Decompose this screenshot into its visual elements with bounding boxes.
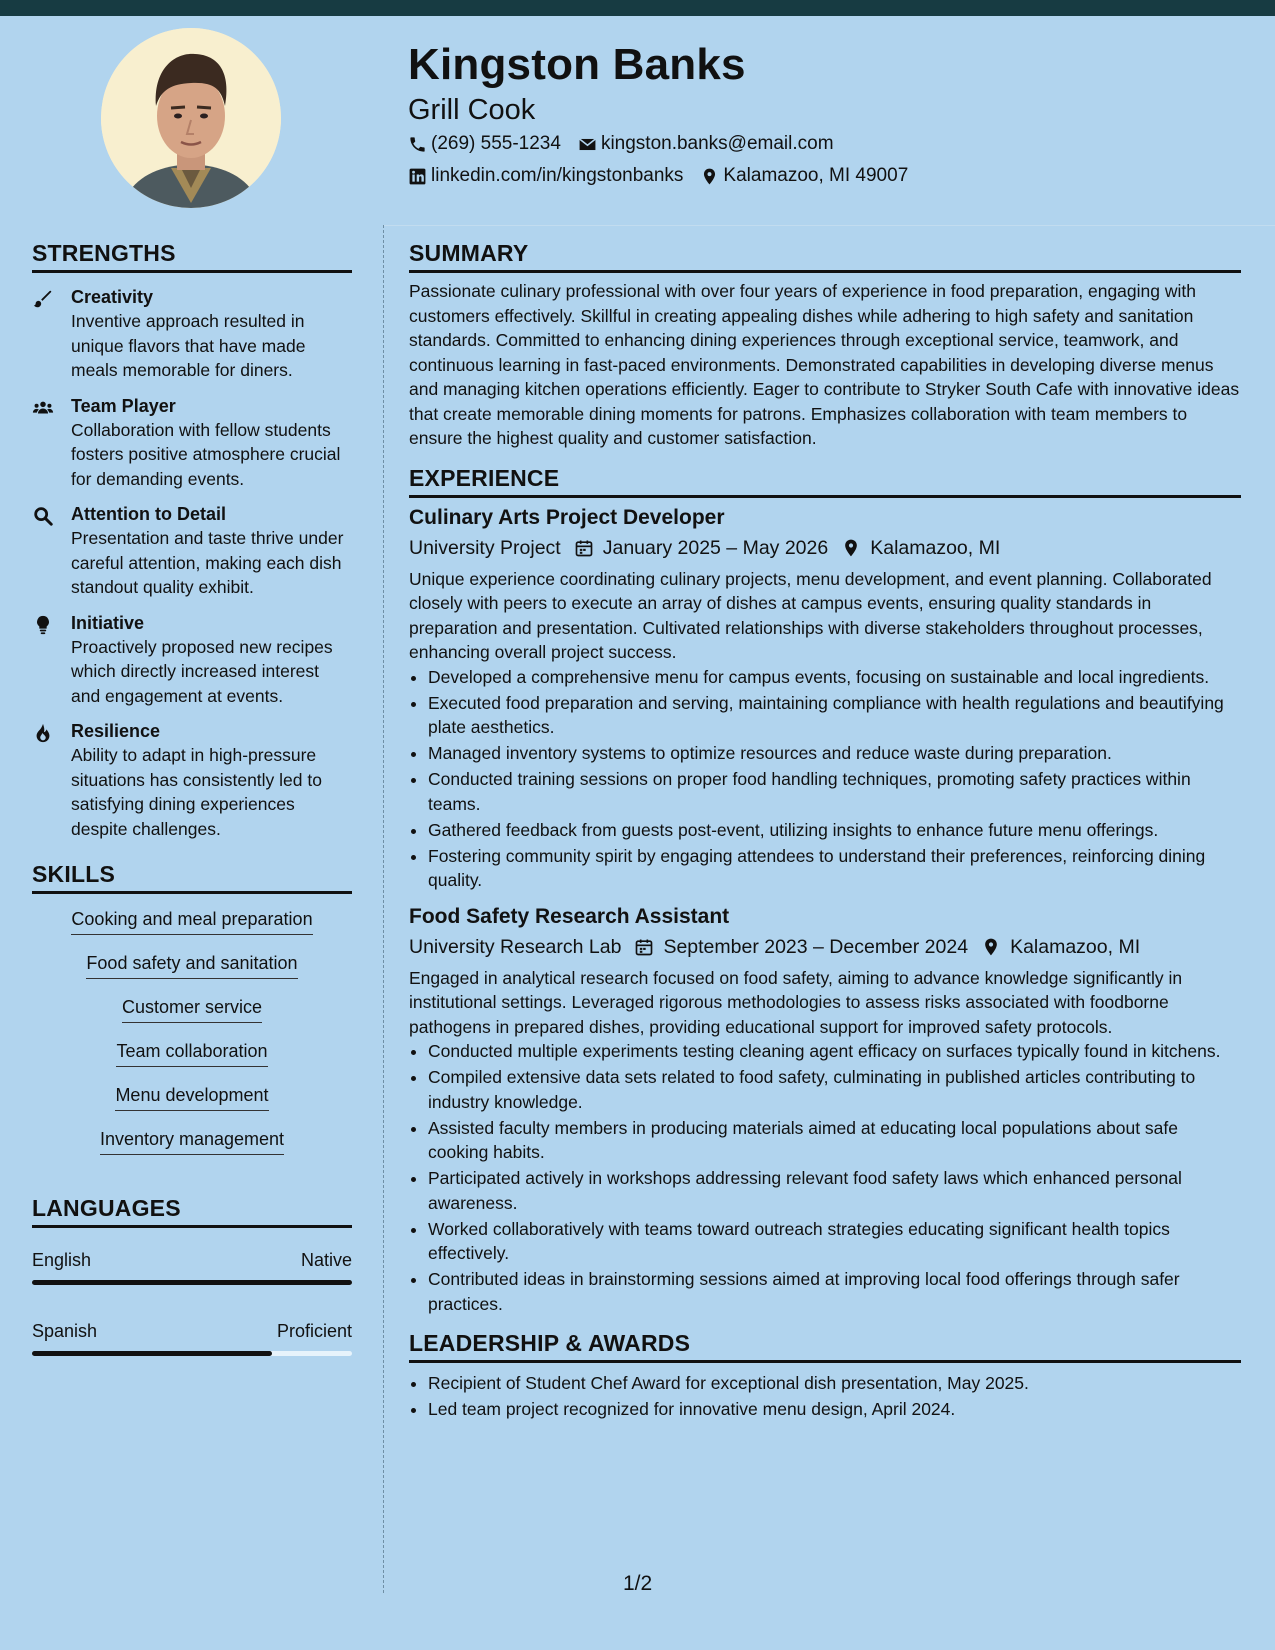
- strength-desc: Proactively proposed new recipes which directly increased interest and engagement at events.: [71, 636, 333, 706]
- search-icon: [32, 505, 54, 527]
- left-column: [32, 240, 352, 1356]
- strength-item: [32, 611, 352, 709]
- page-number: 1/2: [623, 1572, 653, 1595]
- job-org: University Project: [409, 536, 561, 559]
- strength-item: [32, 285, 352, 383]
- job-bullet: • Worked collaboratively with teams toward outreach strategies educating significant health topics effectively.: [428, 1217, 1241, 1266]
- contact-row-1: [408, 133, 851, 155]
- job-dates: January 2025 – May 2026: [602, 536, 829, 559]
- top-bar: [0, 0, 1275, 16]
- awards-list: [409, 1371, 1241, 1422]
- language-level: Native: [300, 1250, 352, 1270]
- skills-heading: SKILLS: [32, 861, 352, 894]
- skill-row: [32, 1041, 352, 1067]
- skill-tag: Menu development: [115, 1085, 268, 1111]
- job-org: University Research Lab: [409, 935, 622, 958]
- language-bar-fill: [32, 1351, 272, 1356]
- calendar-icon: [634, 937, 654, 957]
- strength-title: Initiative: [71, 612, 145, 633]
- language-name: English: [32, 1250, 92, 1270]
- strength-desc: Collaboration with fellow students fosters positive atmosphere crucial for demanding events.: [71, 419, 341, 489]
- map-pin-icon: [700, 167, 719, 186]
- job-meta: [409, 933, 1241, 961]
- job-bullets: [409, 665, 1241, 893]
- strength-title: Team Player: [71, 395, 176, 416]
- summary-heading: SUMMARY: [409, 240, 1241, 273]
- job-location: Kalamazoo, MI: [1010, 935, 1141, 958]
- job-description: Unique experience coordinating culinary projects, menu development, and event planning. Collaborated closely with peers to execute an array of dishes at campus events, ensuring quality standards in preparation and presentation. Cultivated relationships with diverse stakeholders throughout processes, enhancing overall project success.: [409, 568, 1212, 662]
- phone-icon: [408, 135, 427, 154]
- skill-row: [32, 1085, 352, 1111]
- job-bullet: • Gathered feedback from guests post-event, utilizing insights to enhance future menu offerings.: [428, 818, 1241, 843]
- strength-title: Attention to Detail: [71, 504, 226, 524]
- job-meta: [409, 534, 1241, 562]
- job-bullet: • Assisted faculty members in producing materials aimed at educating local populations about safe cooking habits.: [428, 1116, 1241, 1165]
- linkedin-icon: [408, 167, 427, 186]
- language-name: Spanish: [32, 1321, 98, 1341]
- strengths-heading: STRENGTHS: [32, 240, 352, 273]
- language-level: Proficient: [276, 1321, 352, 1341]
- skill-tag: Inventory management: [100, 1129, 284, 1155]
- map-pin-icon: [981, 937, 1001, 957]
- map-pin-icon: [841, 538, 861, 558]
- job-title: Culinary Arts Project Developer: [409, 505, 725, 529]
- job-entry: [409, 903, 1241, 1317]
- job-dates: September 2023 – December 2024: [663, 935, 969, 958]
- linkedin-contact[interactable]: [408, 165, 683, 187]
- job-bullet: • Contributed ideas in brainstorming sessions aimed at improving local food offerings through safer practices.: [428, 1267, 1241, 1316]
- award-item: • Recipient of Student Chef Award for exceptional dish presentation, May 2025.: [428, 1371, 1241, 1396]
- phone-contact: [408, 133, 561, 155]
- location-text: Kalamazoo, MI 49007: [723, 165, 909, 186]
- phone-text: (269) 555-1234: [431, 133, 561, 154]
- language-row: [32, 1250, 352, 1271]
- lightbulb-icon: [32, 614, 54, 636]
- job-entry: [409, 504, 1241, 893]
- candidate-title: Grill Cook: [408, 94, 536, 126]
- users-icon: [32, 397, 54, 419]
- fire-icon: [32, 722, 54, 744]
- email-contact[interactable]: [578, 133, 834, 155]
- skill-tag: Food safety and sanitation: [86, 953, 297, 979]
- right-column: [409, 240, 1241, 1423]
- awards-heading: LEADERSHIP & AWARDS: [409, 1330, 1241, 1363]
- strength-title: Resilience: [71, 721, 161, 741]
- language-bar: [32, 1280, 352, 1285]
- portrait-image: [101, 28, 281, 208]
- calendar-icon: [574, 538, 594, 558]
- summary-text: Passionate culinary professional with over four years of experience in food preparation, engaging with customers effectively. Skillful in creating appealing dishes while adhering to high safety and sanitation standards. Committed to enhancing dining experiences through exceptional service, teamwork, and continuous learning in fast-paced environments. Demonstrated capabilities in developing diverse menus and managing kitchen operations efficiently. Eager to contribute to Stryker South Cafe with innovative ideas that create memorable dining moments for patrons. Emphasizes collaboration with team members to ensure the highest quality and customer satisfaction.: [409, 281, 1240, 448]
- strength-item: [32, 394, 352, 492]
- job-bullet: • Managed inventory systems to optimize resources and reduce waste during preparation.: [428, 741, 1241, 766]
- strength-title: Creativity: [71, 287, 154, 307]
- skill-row: [32, 909, 352, 935]
- language-bar-fill: [32, 1280, 352, 1285]
- award-item: • Led team project recognized for innovative menu design, April 2024.: [428, 1397, 1241, 1422]
- job-bullet: • Compiled extensive data sets related to food safety, culminating in published articles contributing to industry knowledge.: [428, 1065, 1241, 1114]
- strength-desc: Inventive approach resulted in unique flavors that have made meals memorable for diners.: [71, 311, 306, 380]
- email-text[interactable]: kingston.banks@email.com: [600, 133, 834, 154]
- location-contact: [700, 165, 908, 187]
- job-bullet: • Developed a comprehensive menu for campus events, focusing on sustainable and local ingredients.: [428, 665, 1241, 690]
- brush-icon: [32, 288, 54, 310]
- job-description: Engaged in analytical research focused on food safety, aiming to advance knowledge significantly in institutional settings. Leveraged rigorous methodologies to assess risks associated with foodborne pathogens in prepared dishes, providing educational support for improved safety protocols.: [409, 967, 1183, 1037]
- skill-tag: Team collaboration: [116, 1041, 267, 1067]
- job-bullet: • Conducted multiple experiments testing cleaning agent efficacy on surfaces typically found in kitchens.: [428, 1039, 1241, 1064]
- strength-item: [32, 719, 352, 841]
- language-row: [32, 1321, 352, 1342]
- job-title: Food Safety Research Assistant: [409, 904, 730, 928]
- languages-heading: LANGUAGES: [32, 1195, 352, 1228]
- skill-row: [32, 953, 352, 979]
- envelope-icon: [578, 135, 597, 154]
- job-bullet: • Conducted training sessions on proper food handling techniques, promoting safety practices within teams.: [428, 767, 1241, 816]
- skill-tag: Cooking and meal preparation: [71, 909, 312, 935]
- candidate-name: Kingston Banks: [408, 40, 746, 89]
- skill-row: [32, 997, 352, 1023]
- column-divider: [383, 225, 384, 1593]
- job-location: Kalamazoo, MI: [870, 536, 1001, 559]
- strength-desc: Ability to adapt in high-pressure situations has consistently led to satisfying dining experiences despite challenges.: [71, 745, 322, 839]
- job-bullet: • Executed food preparation and serving, maintaining compliance with health regulations and beautifying plate aesthetics.: [428, 691, 1241, 740]
- job-bullets: [409, 1039, 1241, 1316]
- strength-desc: Presentation and taste thrive under careful attention, making each dish standout quality exhibit.: [71, 528, 344, 597]
- profile-photo: [101, 28, 281, 208]
- skill-tag: Customer service: [122, 997, 262, 1023]
- strength-item: [32, 502, 352, 600]
- header-divider: [383, 225, 1275, 226]
- skill-row: [32, 1129, 352, 1155]
- job-bullet: • Participated actively in workshops addressing relevant food safety laws which enhanced personal awareness.: [428, 1166, 1241, 1215]
- experience-heading: EXPERIENCE: [409, 465, 1241, 498]
- language-bar: [32, 1351, 352, 1356]
- contact-row-2: [408, 165, 925, 187]
- linkedin-text[interactable]: linkedin.com/in/kingstonbanks: [431, 165, 684, 186]
- job-bullet: • Fostering community spirit by engaging attendees to understand their preferences, reinforcing dining quality.: [428, 844, 1241, 893]
